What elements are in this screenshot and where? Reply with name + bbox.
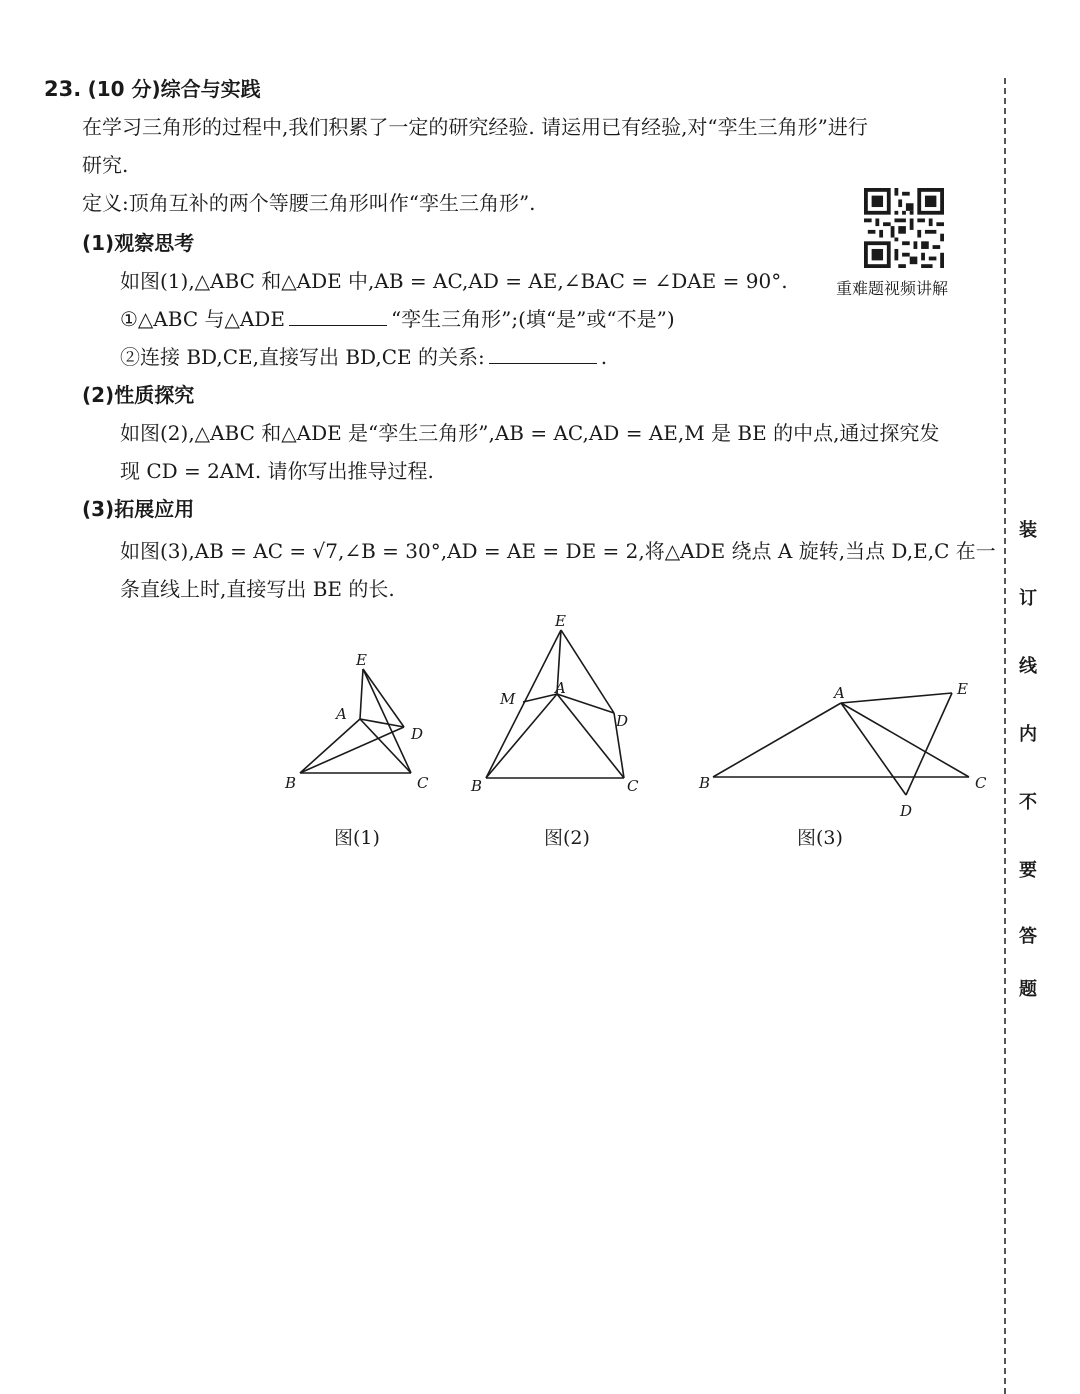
fig2-label-E: E [555, 612, 566, 630]
part1-q2-suffix: . [600, 345, 608, 369]
fig3-label-E: E [957, 680, 968, 698]
question-header [44, 74, 261, 104]
part2-line-1: 如图(2),△ABC 和△ADE 是“孪生三角形”,AB = AC,AD = AE,M 是 BE 的中点,通过探究发 [120, 421, 940, 445]
binding-notice-char: 线 [1019, 656, 1037, 677]
binding-notice-char: 要 [1019, 860, 1037, 881]
binding-notice-char: 不 [1019, 792, 1037, 813]
qr-code-icon[interactable] [864, 188, 944, 268]
part3-line-2: 条直线上时,直接写出 BE 的长. [120, 577, 395, 601]
fig2-label-C: C [627, 777, 639, 795]
figure-3 [695, 675, 995, 825]
fig1-label-B: B [285, 774, 297, 792]
intro-line-2: 研究. [82, 153, 129, 177]
fig3-label-C: C [975, 774, 987, 792]
binding-notice-char: 装 [1019, 520, 1037, 541]
fig2-caption: 图(2) [544, 827, 590, 849]
fig2-label-B: B [471, 777, 483, 795]
intro-line-1: 在学习三角形的过程中,我们积累了一定的研究经验. 请运用已有经验,对“孪生三角形”进行 [82, 115, 868, 139]
fig1-segment-ED [363, 669, 404, 727]
binding-notice-char: 题 [1019, 979, 1037, 1000]
binding-notice-char: 订 [1019, 588, 1037, 609]
part1-q2 [120, 342, 607, 372]
fig3-segment-AB [713, 703, 841, 777]
fig2-label-M: M [500, 690, 516, 708]
part1-q1-suffix: “孪生三角形”;(填“是”或“不是”) [390, 307, 675, 331]
figure-2 [465, 608, 650, 798]
fig2-segment-EB [486, 630, 561, 778]
binding-line [1004, 78, 1006, 1394]
fig1-label-A: A [336, 705, 347, 723]
fig3-segment-AC [841, 703, 969, 777]
fig2-segment-AC [557, 694, 624, 778]
question-number: 23. [44, 77, 82, 101]
qr-caption: 重难题视频讲解 [836, 279, 949, 298]
fig2-label-D: D [616, 712, 629, 730]
part1-q2-prefix: ②连接 BD,CE,直接写出 BD,CE 的关系: [120, 345, 485, 369]
answer-blank-2[interactable] [489, 345, 597, 364]
fig1-label-E: E [356, 651, 367, 669]
part3-heading: (3)拓展应用 [82, 497, 195, 521]
answer-blank-1[interactable] [289, 307, 387, 326]
figure-1 [278, 645, 438, 795]
fig1-segment-AE [360, 669, 363, 719]
fig3-caption: 图(3) [797, 827, 843, 849]
fig3-label-A: A [834, 684, 845, 702]
fig1-segment-AB [300, 719, 360, 773]
definition: 定义:顶角互补的两个等腰三角形叫作“孪生三角形”. [82, 191, 536, 215]
fig3-segment-AD [841, 703, 906, 795]
part2-line-2: 现 CD = 2AM. 请你写出推导过程. [120, 459, 434, 483]
fig1-label-C: C [417, 774, 429, 792]
binding-notice-char: 内 [1019, 724, 1037, 745]
fig2-label-A: A [555, 679, 566, 697]
part1-q1-prefix: ①△ABC 与△ADE [120, 307, 285, 331]
fig3-label-D: D [900, 802, 913, 820]
part1-q1 [120, 304, 675, 334]
fig1-caption: 图(1) [334, 827, 380, 849]
part1-given: 如图(1),△ABC 和△ADE 中,AB = AC,AD = AE,∠BAC = ∠DAE = 90°. [120, 269, 788, 293]
part3-line-1: 如图(3),AB = AC = √7,∠B = 30°,AD = AE = DE = 2,将△ADE 绕点 A 旋转,当点 D,E,C 在一 [120, 539, 996, 563]
part2-heading: (2)性质探究 [82, 383, 195, 407]
binding-notice-char: 答 [1019, 926, 1037, 947]
question-score-topic: (10 分)综合与实践 [87, 77, 261, 101]
fig2-segment-ED [561, 630, 614, 713]
fig3-label-B: B [699, 774, 711, 792]
fig1-label-D: D [411, 725, 424, 743]
fig3-segment-AE [841, 693, 952, 703]
part1-heading: (1)观察思考 [82, 231, 195, 255]
